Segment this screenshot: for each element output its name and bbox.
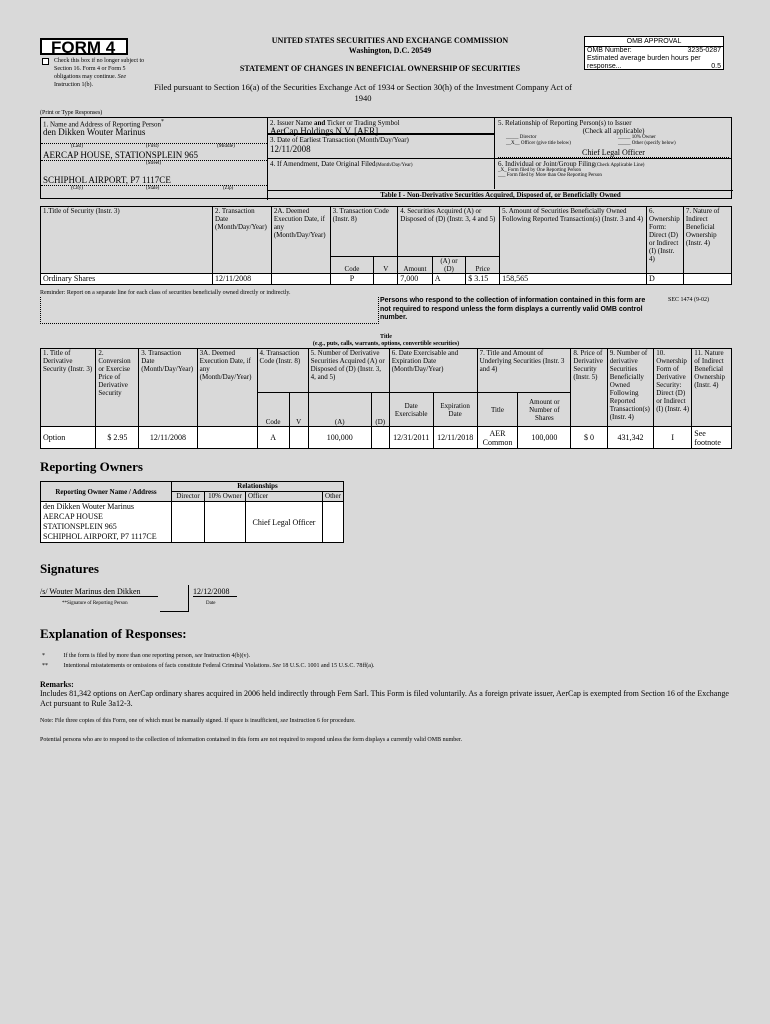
fn2-text: Intentional misstatements or omissions of facts constitute Federal Criminal Violations. (63, 663, 271, 669)
box5-label: 5. Relationship of Reporting Person(s) to Issuer (498, 119, 632, 127)
ro-ten-owner: 10% Owner (205, 492, 246, 502)
t1-cell-title: Ordinary Shares (41, 274, 213, 285)
table-row (41, 502, 344, 543)
zip-label: (Zip) (223, 186, 234, 192)
table1-non-derivative (40, 206, 732, 285)
table-row (41, 427, 732, 449)
t1-cell-aord: A (432, 274, 466, 285)
t2-h5: 5. Number of Derivative Securities Acquired (A) or Disposed of (D) (Instr. 3, 4, and 5) (308, 349, 389, 393)
footnote-2 (42, 663, 374, 669)
first-label: (First) (146, 144, 159, 150)
table2-header-row (41, 349, 732, 393)
omb-approval-box (584, 36, 724, 70)
reporting-owners-heading: Reporting Owners (40, 459, 143, 474)
omb-burden-row (585, 55, 723, 71)
city-label: (City) (71, 186, 83, 192)
t1-h4: 4. Securities Acquired (A) or Disposed of (D) (Instr. 3, 4 and 5) (398, 207, 500, 257)
ro-relationships: Relationships (172, 482, 344, 492)
remarks-label: Remarks: (40, 680, 74, 689)
officer-title-value: Chief Legal Officer (498, 148, 729, 158)
ro-director: Director (172, 492, 205, 502)
ro-col-name: Reporting Owner Name / Address (41, 482, 172, 502)
filed-pursuant (148, 82, 578, 104)
agency-city: Washington, D.C. 20549 (348, 46, 432, 55)
t2-amount-num: Amount or Number of Shares (518, 393, 571, 427)
omb-burden: 0.5 (711, 63, 721, 70)
ro-header-row (41, 482, 344, 492)
t2-cell-under-title: AER Common (477, 427, 518, 449)
t2-date-ex: Date Exercisable (389, 393, 433, 427)
fn1-see: see (194, 653, 203, 659)
ro-cell-ten-owner (205, 502, 246, 543)
omb-burden-label: Estimated average burden hours per response... (587, 55, 701, 70)
t1-h2: 2. Transaction Date (Month/Day/Year) (213, 207, 272, 274)
ro-officer: Officer (246, 492, 323, 502)
officer-option: __X__ Officer (give title below) (506, 141, 571, 146)
t2-cell-d (371, 427, 389, 449)
table1-header-row (41, 207, 732, 257)
t2-cell-price: $ 2.95 (96, 427, 139, 449)
fn1-end: Instruction 4(b)(v). (203, 653, 250, 659)
box6-filing (494, 159, 732, 189)
statement-title: STATEMENT OF CHANGES IN BENEFICIAL OWNERSHIP OF SECURITIES (239, 64, 521, 73)
t1-h7: 7. Nature of Indirect Beneficial Ownership (Instr. 4) (683, 207, 731, 274)
ten-owner-option: _____ 10% Owner (618, 135, 656, 140)
box2-label-pre: 2. Issuer Name (270, 119, 313, 127)
filed-pursuant-text: Filed pursuant to Section 16(a) of the Securities Exchange Act of 1934 or Section 30(h) of the Investment Company Act of (154, 82, 572, 92)
ro-owner-cell (41, 502, 172, 543)
ro-cell-director (172, 502, 205, 543)
footnote-1 (42, 653, 250, 659)
t2-h8: 8. Price of Derivative Security (Instr. 5) (571, 349, 607, 427)
remarks-text: Includes 81,342 options on AerCap ordinary shares acquired in 2006 held indirectly through Fern Sarl. This Form is filed voluntarily. As a foreign private issuer, AerCap is exempted from Section 16 of the Exchange Act pursuant to Rule 3a12-3. (40, 689, 729, 708)
t1-cell-owned: 158,565 (500, 274, 647, 285)
t1-cell-form: D (647, 274, 684, 285)
earliest-date-value: 12/11/2008 (270, 144, 311, 154)
filed-year: 1940 (354, 93, 372, 103)
box5-relationship (494, 118, 732, 159)
t2-cell-form: I (654, 427, 692, 449)
t2-cell-date: 12/11/2008 (139, 427, 197, 449)
t2-h10: 10. Ownership Form of Derivative Security: Direct (D) or Indirect (I) (Instr. 4) (654, 349, 692, 427)
t2-cell-deriv-price: $ 0 (571, 427, 607, 449)
t1-price: Price (466, 257, 500, 274)
print-type-note: (Print or Type Responses) (40, 110, 103, 116)
ro-cell-other (323, 502, 344, 543)
t2-title: Title (477, 393, 518, 427)
t2-h9: 9. Number of derivative Securities Beneficially Owned Following Reported Transaction(s) (Instr. 4) (607, 349, 654, 427)
ro-owner-line: SCHIPHOL AIRPORT, P7 1117CE (43, 532, 157, 541)
t2-h4: 4. Transaction Code (Instr. 8) (257, 349, 308, 393)
t1-cell-v (374, 274, 398, 285)
t1-cell-nature (683, 274, 731, 285)
reporting-person-city: SCHIPHOL AIRPORT, P7 1117CE (43, 175, 171, 186)
ro-cell-officer: Chief Legal Officer (246, 502, 323, 543)
t2-cell-deemed (197, 427, 257, 449)
box5-check: (Check all applicable) (582, 127, 645, 135)
no-longer-subject-checkbox[interactable] (42, 58, 49, 65)
t1-amount: Amount (398, 257, 432, 274)
state-label: (State) (146, 186, 160, 192)
box6-label-row (498, 160, 729, 168)
t2-h7: 7. Title and Amount of Underlying Securities (Instr. 3 and 4) (477, 349, 571, 393)
t2-h3a: 3A. Deemed Execution Date, if any (Month/Day/Year) (197, 349, 257, 427)
form-title-box (40, 38, 128, 55)
t2-h1: 1. Title of Derivative Security (Instr. 3) (41, 349, 96, 427)
table2-derivative (40, 348, 732, 449)
t2-exp: Expiration Date (433, 393, 477, 427)
t2-cell-title: Option (41, 427, 96, 449)
fn2-mark: ** (42, 663, 48, 669)
box2-label-and: and (313, 119, 326, 127)
ro-owner-line: den Dikken Wouter Marinus (43, 502, 134, 511)
box1-label: 1. Name and Address of Reporting Person (43, 120, 162, 129)
top-boxes (40, 117, 732, 199)
t2-h2: 2. Conversion or Exercise Price of Derivative Security (96, 349, 139, 427)
fn1-mark: * (42, 653, 45, 659)
street-label: (Street) (146, 161, 161, 167)
reporting-person-name: den Dikken Wouter Marinus (43, 127, 146, 138)
reporting-owners-table (40, 481, 344, 543)
ro-owner-line: AERCAP HOUSE (43, 512, 103, 521)
last-label: (Last) (71, 144, 83, 150)
t2-h6: 6. Date Exercisable and Expiration Date (Month/Day/Year) (389, 349, 477, 393)
t2-d: (D) (371, 393, 389, 427)
t1-h2a: 2A. Deemed Execution Date, if any (Month/Day/Year) (271, 207, 330, 274)
other-option: _____ Other (specify below) (618, 141, 676, 146)
fn2-see: See (272, 663, 281, 669)
ro-owner-line: STATIONSPLEIN 965 (43, 522, 117, 531)
table-row (41, 274, 732, 285)
table2-subtitle: (e.g., puts, calls, warrants, options, convertible securities) (312, 341, 460, 347)
ro-other: Other (323, 492, 344, 502)
box5-options-row2 (498, 141, 729, 148)
t2-a: (A) (308, 393, 371, 427)
t2-cell-exercisable: 12/31/2011 (389, 427, 433, 449)
t1-h5: 5. Amount of Securities Beneficially Owned Following Reported Transaction(s) (Instr. 3 and 4) (500, 207, 647, 274)
t1-cell-amount: 7,000 (398, 274, 432, 285)
sec-number: SEC 1474 (9-02) (668, 297, 709, 303)
fn1-text: If the form is filed by more than one reporting person, (63, 653, 194, 659)
checkbox-text (54, 57, 146, 89)
explanation-heading: Explanation of Responses: (40, 626, 187, 641)
potential-persons-text: Potential persons who are to respond to the collection of information contained in this form are not required to respond unless the form displays a currently valid OMB number. (40, 737, 463, 743)
note-end: Instruction 6 for procedure. (289, 718, 356, 724)
box1-star: * (161, 119, 164, 125)
signature-value: /s/ Wouter Marinus den Dikken (40, 587, 158, 597)
table1-title: Table I - Non-Derivative Securities Acquired, Disposed of, or Beneficially Owned (267, 190, 733, 200)
box1-reporting-person (41, 118, 268, 198)
t2-cell-nature: See footnote (692, 427, 732, 449)
t2-v: V (289, 393, 308, 427)
box4-label-small: (Month/Day/Year) (375, 163, 413, 168)
note-main: Note: File three copies of this Form, one of which must be manually signed. If space is insufficient, (40, 718, 279, 724)
omb-number: 3235-0287 (687, 47, 721, 54)
box2-label-post: Ticker or Trading Symbol (326, 119, 400, 127)
t2-cell-v (289, 427, 308, 449)
box4-amendment (267, 159, 494, 189)
reporting-person-street: AERCAP HOUSE, STATIONSPLEIN 965 (43, 150, 198, 161)
reminder-text: Reminder: Report on a separate line for each class of securities beneficially owned directly or indirectly. (40, 290, 291, 296)
filing-option-multiple: ___ Form filed by More than One Reporting Person (498, 173, 602, 178)
box6-label-small: (Check Applicable Line) (595, 163, 645, 168)
t1-code: Code (330, 257, 374, 274)
t2-cell-under-amount: 100,000 (518, 427, 571, 449)
t1-h3: 3. Transaction Code (Instr. 8) (330, 207, 398, 257)
checkbox-label: Check this box if no longer subject to Section 16. Form 4 or Form 5 obligations may continue. (54, 58, 145, 80)
director-option: _____ Director (506, 135, 537, 140)
t1-cell-price: $ 3.15 (466, 274, 500, 285)
filing-option-one: _X_ Form filed by One Reporting Person (498, 168, 582, 173)
signatures-heading: Signatures (40, 561, 99, 576)
t1-aord: (A) or (D) (432, 257, 466, 274)
t1-v: V (374, 257, 398, 274)
issuer-name: AerCap Holdings N.V. [AER] (270, 126, 379, 136)
signature-date: 12/12/2008 (193, 587, 237, 597)
signature-bracket (160, 585, 189, 612)
t1-cell-date: 12/11/2008 (213, 274, 272, 285)
t2-cell-a: 100,000 (308, 427, 371, 449)
t2-cell-expiration: 12/11/2018 (433, 427, 477, 449)
box1-street-label-row (41, 160, 267, 175)
t1-cell-deemed (271, 274, 330, 285)
box1-name-labels (41, 143, 267, 150)
agency-name: UNITED STATES SECURITIES AND EXCHANGE COMMISSION (271, 36, 509, 45)
t2-h3: 3. Transaction Date (Month/Day/Year) (139, 349, 197, 427)
note-see: see (280, 718, 289, 724)
t1-h1: 1.Title of Security (Instr. 3) (41, 207, 213, 274)
omb-number-label: OMB Number: (587, 47, 632, 54)
box3-label: 3. Date of Earliest Transaction (Month/Day/Year) (270, 136, 409, 144)
signature-label: **Signature of Reporting Person (62, 601, 128, 606)
t1-h6: 6. Ownership Form: Direct (D) or Indirect (I) (Instr. 4) (647, 207, 684, 274)
checkbox-see: See (117, 74, 126, 80)
persons-notice: Persons who respond to the collection of information contained in this form are not required to respond unless the form displays a currently valid OMB control number. (380, 297, 646, 321)
form-title: FORM 4 (51, 38, 116, 57)
box3-earliest-date (267, 134, 494, 159)
checkbox-label-2: Instruction 1(b). (54, 82, 93, 88)
middle-label: (Middle) (217, 144, 235, 150)
reminder-dotted-box (40, 297, 379, 324)
t1-cell-code: P (330, 274, 374, 285)
signature-date-label: Date (206, 601, 216, 606)
omb-title: OMB APPROVAL (585, 37, 723, 47)
t2-cell-owned: 431,342 (607, 427, 654, 449)
box1-city-labels (41, 185, 267, 192)
t2-h11: 11. Nature of Indirect Beneficial Ownership (Instr. 4) (692, 349, 732, 427)
table2-title: Title (380, 334, 392, 340)
note-text (40, 718, 356, 724)
t2-cell-code: A (257, 427, 289, 449)
fn2-end: 18 U.S.C. 1001 and 15 U.S.C. 78ff(a). (282, 663, 375, 669)
omb-number-row (585, 47, 723, 55)
t2-code: Code (257, 393, 289, 427)
box6-label: 6. Individual or Joint/Group Filing (498, 160, 596, 168)
box4-label: 4. If Amendment, Date Original Filed (270, 160, 376, 168)
